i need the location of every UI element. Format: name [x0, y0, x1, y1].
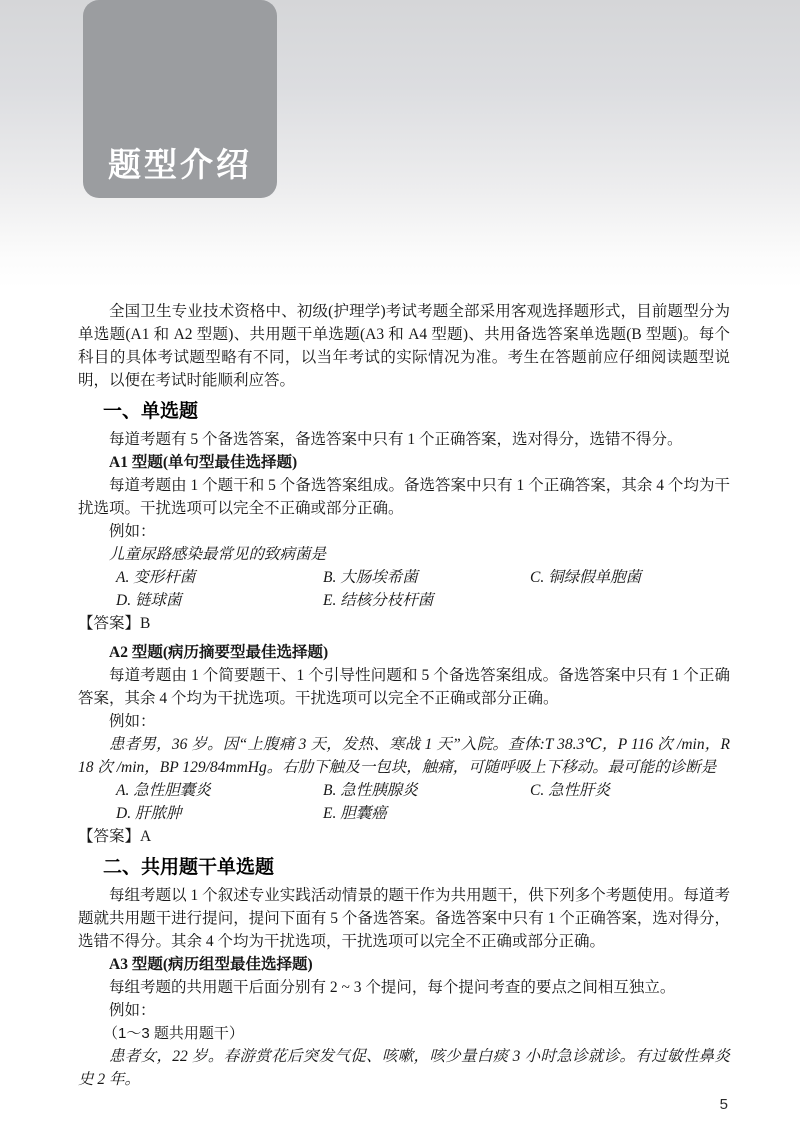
- chapter-title: 题型介绍: [108, 146, 252, 183]
- a2-stem: 患者男，36 岁。因“上腹痛 3 天，发热、寒战 1 天”入院。查体:T 38.3℃，P 116 次 /min，R 18 次 /min，BP 129/84mmHg。右肋下触及一包块，触痛，可随呼吸上下移动。最可能的诊断是: [78, 736, 730, 776]
- section-1-heading: 一、单选题: [103, 401, 199, 422]
- body-content: [78, 300, 730, 1091]
- page-number: 5: [719, 1096, 728, 1113]
- a2-example-label: 例如：: [109, 713, 156, 730]
- option-d: D. 链球菌: [116, 592, 182, 609]
- a1-options-row-1: [78, 566, 730, 589]
- option-a: A. 急性胆囊炎: [116, 782, 211, 799]
- a1-desc: 每道考题由 1 个题干和 5 个备选答案组成。备选答案中只有 1 个正确答案，其余 4 个均为干扰选项。干扰选项可以完全不正确或部分正确。: [78, 477, 730, 517]
- a2-answer: 【答案】A: [78, 828, 152, 845]
- page-header-band: [0, 0, 800, 288]
- option-e: E. 胆囊癌: [323, 805, 387, 822]
- a3-type-heading: A3 型题(病历组型最佳选择题): [109, 956, 313, 973]
- option-c: C. 急性肝炎: [530, 782, 611, 799]
- a1-question: 儿童尿路感染最常见的致病菌是: [109, 546, 327, 563]
- option-b: B. 急性胰腺炎: [323, 782, 418, 799]
- option-d: D. 肝脓肿: [116, 805, 182, 822]
- a3-shared-stem-note: （1～3 题共用题干）: [103, 1025, 244, 1042]
- option-c: C. 铜绿假单胞菌: [530, 569, 642, 586]
- a2-desc: 每道考题由 1 个简要题干、1 个引导性问题和 5 个备选答案组成。备选答案中只有 1 个正确答案，其余 4 个均为干扰选项。干扰选项可以完全不正确或部分正确。: [78, 667, 730, 707]
- a1-answer: 【答案】B: [78, 615, 151, 632]
- section-1-desc: 每道考题有 5 个备选答案，备选答案中只有 1 个正确答案，选对得分，选错不得分。: [109, 431, 683, 448]
- a3-desc: 每组考题的共用题干后面分别有 2 ~ 3 个提问，每个提问考查的要点之间相互独立。: [109, 979, 676, 996]
- section-2-desc: 每组考题以 1 个叙述专业实践活动情景的题干作为共用题干，供下列多个考题使用。每道考题就共用题干进行提问，提问下面有 5 个备选答案。备选答案中只有 1 个正确答案，选对得分，选错不得分。其余 4 个均为干扰选项，干扰选项可以完全不正确或部分正确。: [78, 887, 730, 950]
- a2-type-heading: A2 型题(病历摘要型最佳选择题): [109, 644, 329, 661]
- option-b: B. 大肠埃希菌: [323, 569, 418, 586]
- option-a: A. 变形杆菌: [116, 569, 196, 586]
- a1-options-row-2: [78, 589, 730, 612]
- intro-paragraph: 全国卫生专业技术资格中、初级(护理学)考试考题全部采用客观选择题形式，目前题型分为单选题(A1 和 A2 型题)、共用题干单选题(A3 和 A4 型题)、共用备选答案单选题(B 型题)。每个科目的具体考试题型略有不同，以当年考试的实际情况为准。考生在答题前应仔细阅读题型说明，以便在考试时能顺利应答。: [78, 303, 730, 389]
- chapter-tab: [83, 0, 277, 198]
- a2-options-row-2: [78, 802, 730, 825]
- section-2-heading: 二、共用题干单选题: [103, 857, 275, 878]
- a3-stem: 患者女，22 岁。春游赏花后突发气促、咳嗽，咳少量白痰 3 小时急诊就诊。有过敏性鼻炎史 2 年。: [78, 1048, 730, 1088]
- a1-type-heading: A1 型题(单句型最佳选择题): [109, 454, 298, 471]
- a3-example-label: 例如：: [109, 1002, 156, 1019]
- option-e: E. 结核分枝杆菌: [323, 592, 434, 609]
- a1-example-label: 例如：: [109, 523, 156, 540]
- a2-options-row-1: [78, 779, 730, 802]
